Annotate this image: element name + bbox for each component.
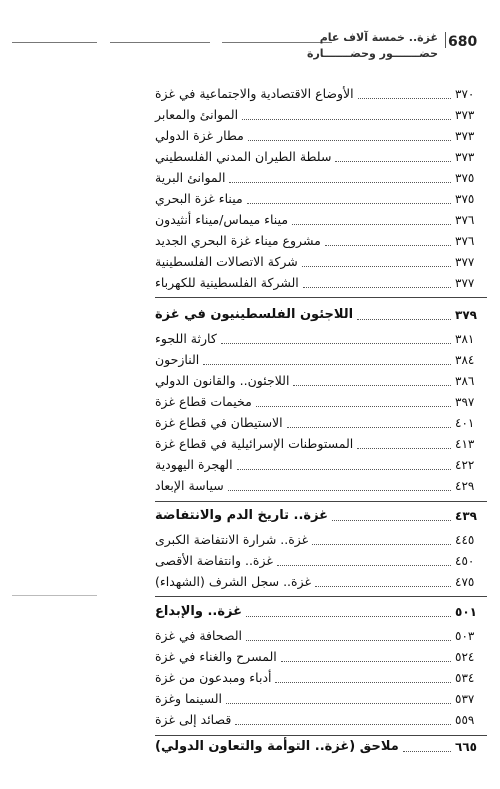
- toc-entry-title: الهجرة اليهودية: [155, 457, 233, 472]
- toc-entry[interactable]: [155, 626, 487, 646]
- toc-leader: [226, 702, 451, 704]
- toc-leader: [332, 519, 451, 521]
- margin-rule: [12, 595, 97, 596]
- toc-entry[interactable]: [155, 147, 487, 167]
- toc-leader: [256, 405, 451, 407]
- toc-leader: [325, 244, 451, 246]
- toc-entry-title: الموانئ البرية: [155, 170, 226, 185]
- toc-entry[interactable]: [155, 84, 487, 104]
- toc-entry-page: ٣٧٧: [455, 255, 475, 269]
- toc-entry-title: أدباء ومبدعون من غزة: [155, 670, 272, 685]
- toc-entry-page: ٣٧٥: [455, 192, 475, 206]
- toc-leader: [228, 489, 451, 491]
- toc-entry-title: اللاجئون.. والقانون الدولي: [155, 373, 290, 388]
- header-rule-right: [222, 42, 332, 43]
- toc-entry-page: ٣٧٧: [455, 276, 475, 290]
- toc-heading-title: اللاجئون الفلسطينيون في غزة: [155, 307, 354, 322]
- toc-entry-page: ٣٨١: [455, 332, 475, 346]
- section-separator: [155, 735, 487, 736]
- section-separator: [155, 596, 487, 597]
- toc-leader: [248, 139, 451, 141]
- toc-entry-page: ٥٣٤: [455, 671, 475, 685]
- toc-entry-page: ٥٣٧: [455, 692, 475, 706]
- book-title: غزة.. خمسة آلاف عام: [319, 31, 438, 44]
- toc-leader: [242, 118, 451, 120]
- toc-entry-title: مطار غزة الدولي: [155, 128, 244, 143]
- toc-entry-page: ٣٧٠: [455, 87, 475, 101]
- toc-entry-page: ٤٠١: [455, 416, 475, 430]
- header-rule-mid: [110, 42, 210, 43]
- toc-heading-page: ٤٣٩: [455, 509, 477, 523]
- toc-entry-page: ٣٨٤: [455, 353, 475, 367]
- toc-entry-page: ٥٢٤: [455, 650, 475, 664]
- toc-entry[interactable]: [155, 329, 487, 349]
- toc-entry-title: غزة.. وانتفاضة الأقصى: [155, 553, 273, 568]
- toc-entry-page: ٤١٣: [455, 437, 475, 451]
- toc-entry-page: ٣٨٦: [455, 374, 475, 388]
- toc-leader: [287, 426, 451, 428]
- toc-entry-page: ٣٧٥: [455, 171, 475, 185]
- toc-entry[interactable]: [155, 551, 487, 571]
- toc-leader: [277, 564, 451, 566]
- toc-leader: [303, 286, 451, 288]
- toc-leader: [235, 723, 451, 725]
- toc-entry[interactable]: [155, 168, 487, 188]
- toc-entry[interactable]: [155, 126, 487, 146]
- toc-leader: [247, 202, 451, 204]
- toc-entry-title: غزة.. سجل الشرف (الشهداء): [155, 574, 312, 589]
- toc-section-heading[interactable]: [155, 506, 487, 526]
- toc-entry-title: الاستيطان في قطاع غزة: [155, 415, 283, 430]
- toc-entry[interactable]: [155, 689, 487, 709]
- toc-entry-title: مشروع ميناء غزة البحري الجديد: [155, 233, 321, 248]
- toc-entry[interactable]: [155, 371, 487, 391]
- toc-section-heading[interactable]: [155, 602, 487, 622]
- toc-entry-title: مخيمات قطاع غزة: [155, 394, 252, 409]
- toc-leader: [358, 97, 451, 99]
- toc-leader: [293, 384, 451, 386]
- toc-leader: [403, 750, 451, 752]
- toc-leader: [275, 681, 451, 683]
- toc-entry-title: كارثة اللجوء: [155, 331, 217, 346]
- toc-heading-page: ٣٧٩: [455, 308, 477, 322]
- toc-entry[interactable]: [155, 210, 487, 230]
- toc-section-heading[interactable]: [155, 737, 487, 757]
- toc-entry[interactable]: [155, 647, 487, 667]
- header-rule-left: [12, 42, 97, 43]
- toc-entry-page: ٣٧٦: [455, 213, 475, 227]
- toc-entry-page: ٣٧٦: [455, 234, 475, 248]
- toc-leader: [357, 318, 451, 320]
- toc-leader: [302, 265, 451, 267]
- header-divider: [445, 32, 446, 48]
- toc-entry-title: النازحون: [155, 352, 200, 367]
- toc-entry[interactable]: [155, 189, 487, 209]
- toc-heading-page: ٦٦٥: [455, 740, 477, 754]
- toc-entry-title: ميناء غزة البحري: [155, 191, 243, 206]
- toc-entry[interactable]: [155, 413, 487, 433]
- toc-entry[interactable]: [155, 392, 487, 412]
- toc-entry[interactable]: [155, 252, 487, 272]
- toc-entry-title: سياسة الإبعاد: [155, 478, 224, 493]
- toc-entry[interactable]: [155, 572, 487, 592]
- toc-entry-title: الأوضاع الاقتصادية والاجتماعية في غزة: [155, 86, 354, 101]
- toc-entry-title: المستوطنات الإسرائيلية في قطاع غزة: [155, 436, 354, 451]
- toc-heading-title: غزة.. تاريخ الدم والانتفاضة: [155, 508, 329, 523]
- toc-leader: [315, 585, 451, 587]
- toc-leader: [221, 342, 451, 344]
- toc-leader: [237, 468, 451, 470]
- toc-section-heading[interactable]: [155, 305, 487, 325]
- toc-leader: [292, 223, 451, 225]
- toc-entry-title: الصحافة في غزة: [155, 628, 242, 643]
- toc-entry-title: شركة الاتصالات الفلسطينية: [155, 254, 298, 269]
- toc-entry-title: سلطة الطيران المدني الفلسطيني: [155, 149, 332, 164]
- toc-entry-title: السينما وغزة: [155, 691, 223, 706]
- toc-entry-page: ٣٧٣: [455, 129, 475, 143]
- toc-entry-title: ميناء ميماس/ميناء أنثيدون: [155, 212, 289, 227]
- toc-entry-page: ٣٧٣: [455, 150, 475, 164]
- toc-entry[interactable]: [155, 434, 487, 454]
- toc-leader: [229, 181, 451, 183]
- toc-entry[interactable]: [155, 668, 487, 688]
- toc-entry-page: ٤٢٩: [455, 479, 475, 493]
- toc-leader: [312, 543, 451, 545]
- section-separator: [155, 297, 487, 298]
- toc-entry-title: قصائد إلى غزة: [155, 712, 232, 727]
- toc-entry-title: الشركة الفلسطينية للكهرباء: [155, 275, 299, 290]
- toc-entry-page: ٤٥٠: [455, 554, 475, 568]
- section-separator: [155, 501, 487, 502]
- toc-entry[interactable]: [155, 530, 487, 550]
- toc-entry-page: ٣٧٣: [455, 108, 475, 122]
- toc-entry[interactable]: [155, 350, 487, 370]
- toc-heading-title: ملاحق (غزة.. التوأمة والتعاون الدولي): [155, 739, 399, 754]
- toc-entry-page: ٣٩٧: [455, 395, 475, 409]
- toc-leader: [246, 639, 451, 641]
- toc-entry[interactable]: [155, 476, 487, 496]
- toc-leader: [281, 660, 451, 662]
- toc-entry[interactable]: [155, 231, 487, 251]
- toc-entry-title: المسرح والغناء في غزة: [155, 649, 277, 664]
- toc-heading-title: غزة.. والإبداع: [155, 604, 242, 619]
- toc-leader: [357, 447, 451, 449]
- page-number: 680: [448, 34, 478, 50]
- toc-entry[interactable]: [155, 455, 487, 475]
- toc-heading-page: ٥٠١: [455, 605, 477, 619]
- toc-entry-page: ٥٠٣: [455, 629, 475, 643]
- toc-entry[interactable]: [155, 710, 487, 730]
- toc-entry[interactable]: [155, 273, 487, 293]
- toc-leader: [246, 615, 451, 617]
- toc-leader: [203, 363, 451, 365]
- toc-leader: [335, 160, 451, 162]
- toc-entry-page: ٤٢٢: [455, 458, 475, 472]
- toc-entry-page: ٥٥٩: [455, 713, 475, 727]
- toc-entry-page: ٤٧٥: [455, 575, 475, 589]
- toc-entry-title: غزة.. شرارة الانتفاضة الكبرى: [155, 532, 309, 547]
- toc-entry[interactable]: [155, 105, 487, 125]
- book-subtitle: حضـــــــور وحضـــــــارة: [306, 47, 438, 60]
- toc-entry-page: ٤٤٥: [455, 533, 475, 547]
- toc-entry-title: الموانئ والمعابر: [155, 107, 239, 122]
